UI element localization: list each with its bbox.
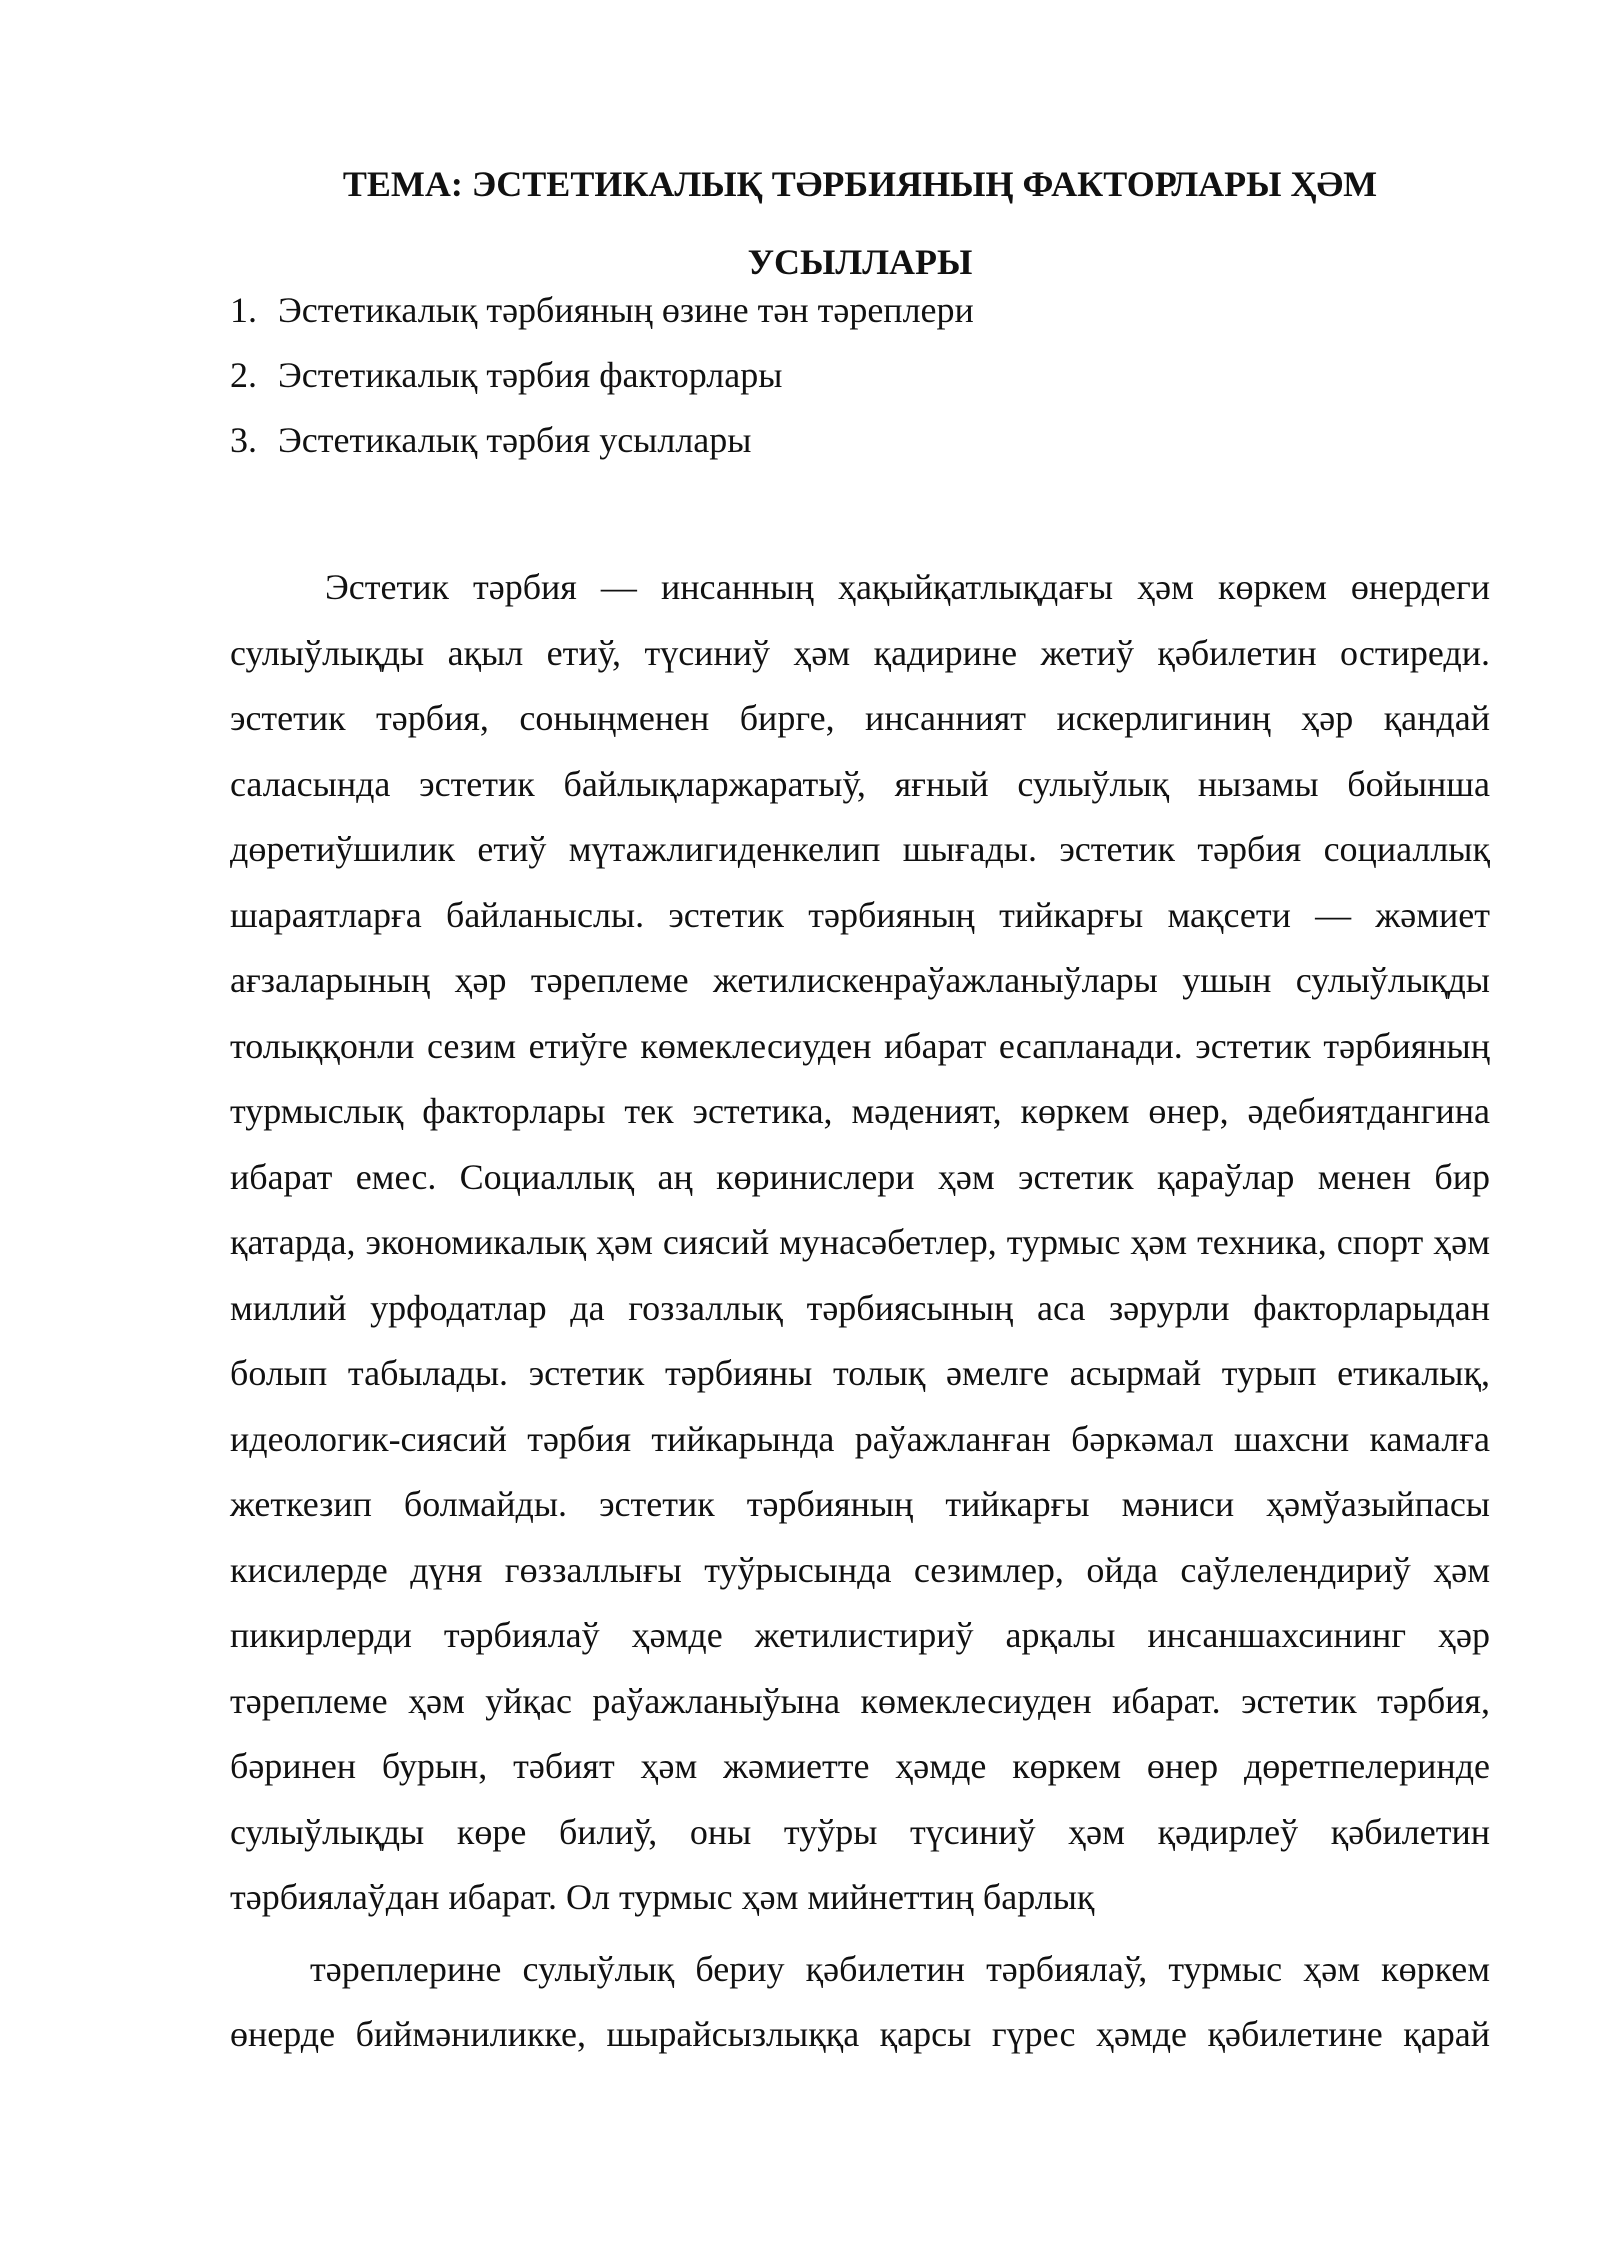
- outline-item-number: 3.: [230, 420, 257, 460]
- body-paragraph: Эстетик тәрбия — инсанның ҳақыйқатлықдағы ҳәм көркем өнердеги сулыўлықды ақыл етиў, түсиниў ҳәм қадирине жетиў қәбилетин остиреди. эстетик тәрбия, соныңменен бирге, инсанният искерлигиниң ҳәр қандай саласында эстетик байлықларжаратыў, яғный сулыўлық нызамы бойынша дөретиўшилик етиў мүтажлигиденкелип шығады. эстетик тәрбия социаллық шараятларға байланыслы. эстетик тәрбияның тийкарғы мақсети — жәмиет ағзаларының ҳәр тәреплеме жетилискенраўажланыўлары ушын сулыўлықды толыққонли сезим етиўге көмеклесиуден ибарат есапланади. эстетик тәрбияның турмыслық факторлары тек эстетика, мәденият, көркем өнер, әдебиятдангина ибарат емес. Социаллық аң көринислери ҳәм эстетик қараўлар менен бир қатарда, экономикалық ҳәм сиясий мунасәбетлер, турмыс ҳәм техника, спорт ҳәм миллий урфодатлар да гоззаллық тәрбиясының аса зәрурли факторларыдан болып табылады. эстетик тәрбияны толық әмелге асырмай турып етикалық, идеологик-сиясий тәрбия тийкарында раўажланған бәркәмал шахсни камалға жеткезип болмайды. эстетик тәрбияның тийкарғы мәниси ҳәмўазыйпасы кисилерде дүня гөззаллығы туўрысында сезимлер, ойда саўлелендириў ҳәм пикирлерди тәрбиялаў ҳәмде жетилистириў арқалы инсаншахсининг ҳәр тәреплеме ҳәм уйқас раўажланыўына көмеклесиуден ибарат. эстетик тәрбия, бәринен бурын, тәбият ҳәм жәмиетте ҳәмде көркем өнер дөретпелеринде сулыўлықды көре билиў, оны туўры түсиниў ҳәм қәдирлеў қәбилетин тәрбиялаўдан ибарат. Ол турмыс ҳәм мийнеттиң барлық: [230, 567, 1490, 1917]
- outline-item-number: 2.: [230, 355, 257, 395]
- topic-outline-list: [230, 278, 1490, 473]
- body-paragraph: тәреплерине сулыўлық бериу қәбилетин тәрбиялаў, турмыс ҳәм көркем өнерде биймәниликке, шырайсызлыққа қарсы гүрес ҳәмде қәбилетине қарай: [230, 1948, 1490, 2054]
- body-text: [230, 555, 1490, 2068]
- outline-item-text: Эстетикалық тәрбияның өзине тән тәреплери: [278, 290, 974, 330]
- outline-item: [230, 278, 1490, 343]
- outline-item-text: Эстетикалық тәрбия усыллары: [278, 420, 752, 460]
- outline-item-text: Эстетикалық тәрбия факторлары: [278, 355, 783, 395]
- outline-item: [230, 408, 1490, 473]
- page-title: ТЕМА: ЭСТЕТИКАЛЫҚ ТӘРБИЯНЫҢ ФАКТОРЛАРЫ ҲӘМ УСЫЛЛАРЫ: [342, 164, 1378, 282]
- outline-item-number: 1.: [230, 290, 257, 330]
- outline-item: [230, 343, 1490, 408]
